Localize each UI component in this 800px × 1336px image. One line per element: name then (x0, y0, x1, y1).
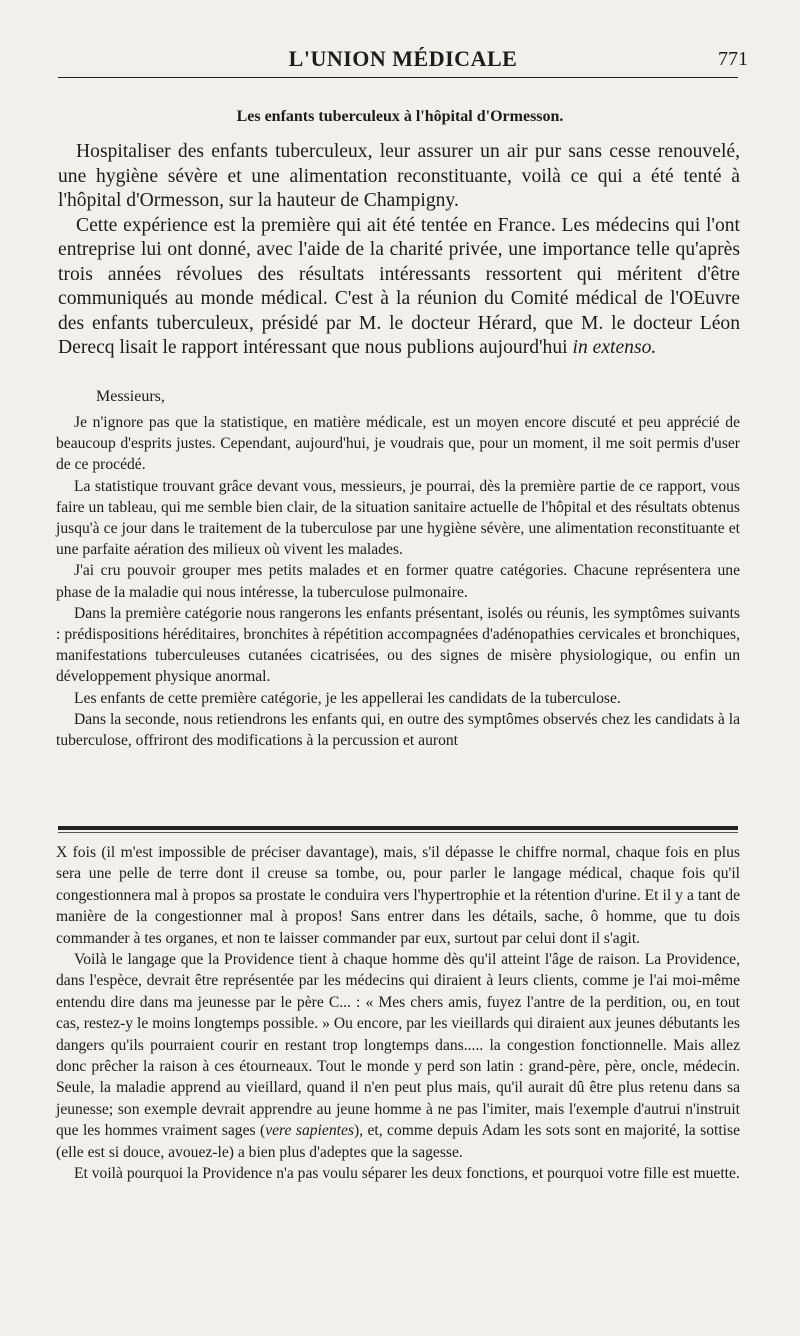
section-divider-thick (58, 826, 738, 830)
continued-paragraph: X fois (il m'est impossible de préciser davantage), mais, s'il dépasse le chiffre normal, chaque fois en plus sera une pelle de terre dont il creuse sa tombe, ou, pour parler le langage médical, chaque fois qu'il congestionnera mal à propos sa prostate le conduira vers l'hypertrophie et la rétention d'urine. Et il y a tant de manière de la congestionner mal à propos! Sans entrer dans les détails, sache, ô homme, que tu dois commander à tes organes, et non te laisser commander par eux, surtout par celui dont il s'agit. (56, 844, 740, 947)
report-body (56, 412, 740, 751)
body-paragraph: J'ai cru pouvoir grouper mes petits malades et en former quatre catégories. Chacune représentera une phase de la maladie qui nous intéresse, la tuberculose pulmonaire. (56, 562, 740, 601)
article-title: Les enfants tuberculeux à l'hôpital d'Ormesson. (236, 108, 564, 125)
running-head (58, 44, 748, 74)
page-number: 771 (718, 48, 748, 70)
header-divider (58, 77, 738, 78)
body-paragraph: Dans la seconde, nous retiendrons les enfants qui, en outre des symptômes observés chez les candidats à la tuberculose, offriront des modifications à la percussion et auront (56, 710, 740, 750)
article-lead (58, 140, 740, 361)
continued-paragraph (56, 949, 740, 1163)
latin-phrase: vere sapientes (265, 1122, 354, 1140)
journal-title: L'UNION MÉDICALE (288, 46, 518, 71)
body-paragraph: La statistique trouvant grâce devant vous, messieurs, je pourrai, dès la première partie de ce rapport, vous faire un tableau, qui me semble bien clair, de la situation sanitaire actuelle de l'hôpital et des résultats obtenus jusqu'à ce jour dans le traitement de la tuberculose par une hygiène sévère, une alimentation reconstituante et une parfaite aération des milieux où vivent les malades. (56, 477, 740, 559)
section-divider-thin (58, 832, 738, 833)
body-paragraph: Dans la première catégorie nous rangerons les enfants présentant, isolés ou réunis, les symptômes suivants : prédispositions héréditaires, bronchites à répétition accompagnées d'adénopathies cervicales et bronchiques, manifestations tuberculeuses cutanées cicatrisées, ou des signes de misère physiologique, ou enfin un développement physique anormal. (56, 604, 740, 686)
closing-paragraph: Et voilà pourquoi la Providence n'a pas voulu séparer les deux fonctions, et pourquoi votre fille est muette. (74, 1165, 740, 1183)
lead-italic: in extenso. (572, 337, 657, 358)
lead-paragraph (58, 214, 740, 361)
lead-text: Cette expérience est la première qui ait été tentée en France. Les médecins qui l'ont entreprise lui ont donné, avec l'aide de la charité privée, une importance telle qu'après trois années révolues des résultats intéressants ressortent qui méritent d'être communiqués au monde médical. C'est à la réunion du Comité médical de l'OEuvre des enfants tuberculeux, présidé par M. le docteur Hérard, que M. le docteur Léon Derecq lisait le rapport intéressant que nous publions aujourd'hui (58, 214, 740, 358)
lead-paragraph: Hospitaliser des enfants tuberculeux, leur assurer un air pur sans cesse renouvelé, une hygiène sévère et une alimentation reconstituante, voilà ce qui a été tenté à l'hôpital d'Ormesson, sur la hauteur de Champigny. (58, 141, 740, 211)
body-paragraph: Je n'ignore pas que la statistique, en matière médicale, est un moyen encore discuté et peu apprécié de beaucoup d'esprits justes. Cependant, aujourd'hui, je voudrais que, pour un moment, il me soit permis d'user de ce procédé. (56, 414, 740, 474)
salutation: Messieurs, (96, 388, 165, 405)
body-paragraph: Les enfants de cette première catégorie, je les appellerai les candidats de la tuberculose. (74, 689, 621, 707)
continued-text-tail: ), et, comme depuis Adam les sots sont en majorité, la sottise (elle est si douce, avouez-le) a bien plus d'adeptes que la sagesse. (56, 1122, 741, 1161)
continued-article (56, 842, 740, 1185)
continued-text: Voilà le langage que la Providence tient à chaque homme dès qu'il atteint l'âge de raison. La Providence, dans l'espèce, devrait être représentée par les médecins qui diraient à leurs clients, comme je l'ai moi-même entendu dire dans ma jeunesse par le père C... : « Mes chers amis, fuyez l'antre de la perdition, ou, en tout cas, restez-y le moins longtemps possible. » Ou encore, par les vieillards qui diraient aux jeunes débutants les dangers qu'ils pourraient courir en restant trop longtemps dans..... la congestion fonctionnelle. Mais allez donc prêcher la raison à ces étourneaux. Tout le monde y perd son latin : grand-père, père, oncle, médecin. Seule, la maladie apprend au vieillard, quand il n'en peut plus mais, qu'il aurait dû être plus retenu dans sa jeunesse; son exemple devrait apprendre au jeune homme à ne pas l'imiter, mais l'exemple d'autrui n'instruit que les hommes vraiment sages ( (56, 951, 740, 1140)
